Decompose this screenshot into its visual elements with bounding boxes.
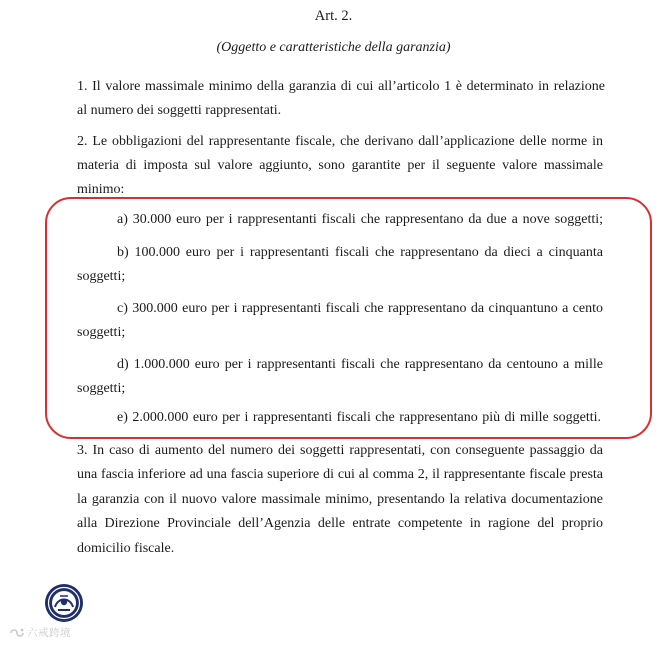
paragraph-3-line-5: domicilio fiscale. bbox=[77, 541, 175, 556]
paragraph-1-line-2: al numero dei soggetti rappresentati. bbox=[77, 103, 282, 118]
tier-b-line-1: b) 100.000 euro per i rappresentanti fiscali che rappresentano da dieci a cinquanta bbox=[117, 245, 603, 260]
tier-b-line-2: soggetti; bbox=[77, 269, 126, 284]
watermark bbox=[9, 626, 71, 640]
tier-c-line-2: soggetti; bbox=[77, 325, 126, 340]
paragraph-3-line-4: alla Direzione Provinciale dell’Agenzia delle entrate competente in ragione del proprio bbox=[77, 516, 603, 531]
highlight-box bbox=[45, 197, 652, 439]
tier-c-line-1: c) 300.000 euro per i rappresentanti fiscali che rappresentano da cinquantuno a cento bbox=[117, 301, 603, 316]
watermark-logo-icon bbox=[9, 627, 25, 639]
paragraph-3-line-1: 3. In caso di aumento del numero dei soggetti rappresentati, con conseguente passaggio da bbox=[77, 443, 603, 458]
paragraph-3-line-2: una fascia inferiore ad una fascia superiore di cui al comma 2, il rappresentante fiscale presta bbox=[77, 467, 603, 482]
paragraph-2-line-3: minimo: bbox=[77, 182, 125, 197]
paragraph-1-line-1: 1. Il valore massimale minimo della garanzia di cui all’articolo 1 è determinato in relazione bbox=[77, 79, 605, 94]
watermark-text: 六戒跨境 bbox=[27, 627, 71, 639]
article-title: Art. 2. bbox=[314, 8, 353, 24]
paragraph-2-line-2: materia di imposta sul valore aggiunto, sono garantite per il seguente valore massimale bbox=[77, 158, 603, 173]
tier-a-line-1: a) 30.000 euro per i rappresentanti fiscali che rappresentano da due a nove soggetti; bbox=[117, 212, 603, 227]
tier-d-line-2: soggetti; bbox=[77, 381, 126, 396]
article-subtitle: (Oggetto e caratteristiche della garanzia) bbox=[216, 40, 451, 55]
tier-d-line-1: d) 1.000.000 euro per i rappresentanti fiscali che rappresentano da centouno a mille bbox=[117, 357, 603, 372]
paragraph-2-line-1: 2. Le obbligazioni del rappresentante fiscale, che derivano dall’applicazione delle norme in bbox=[77, 134, 603, 149]
seal-emblem-icon bbox=[44, 583, 84, 623]
tier-e-line-1: e) 2.000.000 euro per i rappresentanti fiscali che rappresentano più di mille soggetti. bbox=[117, 410, 601, 425]
paragraph-3-line-3: la garanzia con il nuovo valore massimale minimo, presentando la relativa documentazione bbox=[77, 492, 603, 507]
